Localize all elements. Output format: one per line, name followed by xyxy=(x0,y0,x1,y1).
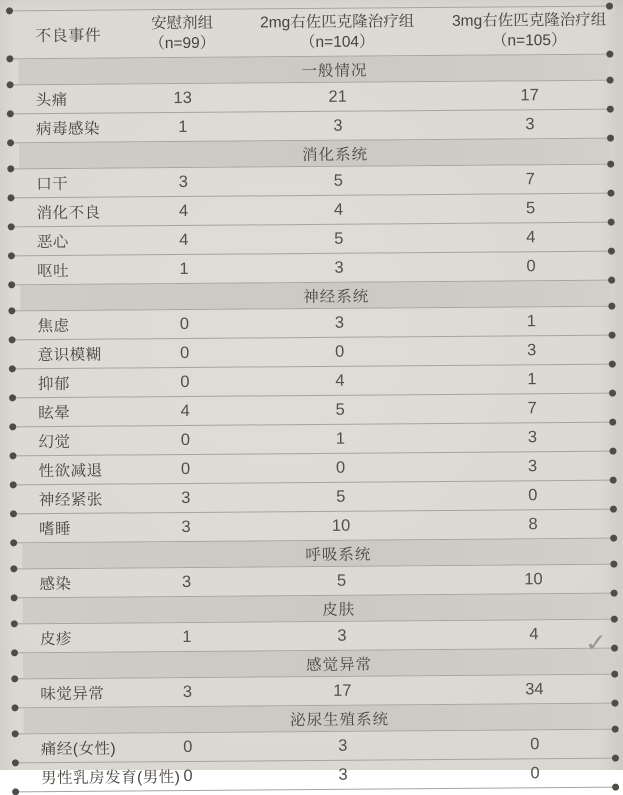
adverse-event-label: 痛经(女性) xyxy=(40,740,117,759)
placebo-value: 0 xyxy=(180,430,191,449)
adverse-event-label: 病毒感染 xyxy=(35,120,101,139)
table-row xyxy=(11,194,609,228)
dose-3mg-value: 3 xyxy=(527,340,537,359)
adverse-event-label: 头痛 xyxy=(35,91,68,110)
dose-3mg-value: 4 xyxy=(526,227,536,246)
dose-2mg-value: 3 xyxy=(337,626,347,645)
section-title-bar xyxy=(22,539,612,569)
table-row xyxy=(12,223,610,257)
dose-2mg-value: 5 xyxy=(333,171,344,190)
placebo-value: 0 xyxy=(183,737,193,756)
dose-2mg-value: 4 xyxy=(335,371,345,390)
table-row xyxy=(11,110,609,144)
adverse-event-label: 神经紧张 xyxy=(38,491,103,510)
adverse-event-label: 嗜睡 xyxy=(39,520,72,539)
adverse-event-label: 眩晕 xyxy=(38,404,71,423)
table-row xyxy=(15,620,613,654)
dose-3mg-value: 1 xyxy=(527,369,537,388)
dose-3mg-value: 0 xyxy=(530,734,540,753)
dose-2mg-value: 3 xyxy=(338,736,348,755)
dose-3mg-value: 7 xyxy=(527,398,537,417)
section-title: 一般情况 xyxy=(301,62,368,80)
dose-2mg-value: 17 xyxy=(333,681,352,700)
table-row xyxy=(13,365,611,399)
section-title-bar xyxy=(23,594,613,624)
dose-3mg-value: 0 xyxy=(530,763,540,782)
table-row xyxy=(16,730,614,764)
dose-2mg-value: 3 xyxy=(333,116,343,135)
dose-2mg-value: 4 xyxy=(333,200,344,219)
pen-mark: ✓ xyxy=(582,628,610,657)
column-header-3mg-line1: 3mg右佐匹克隆治疗组 xyxy=(451,11,607,31)
section-title: 感觉异常 xyxy=(306,656,373,674)
adverse-event-label: 性欲减退 xyxy=(38,462,103,481)
column-header-3mg-line2: （n=105） xyxy=(491,31,567,50)
adverse-event-label: 恶心 xyxy=(36,233,69,252)
adverse-event-label: 消化不良 xyxy=(36,204,101,223)
dose-2mg-value: 3 xyxy=(334,313,345,332)
section-title-bar xyxy=(19,139,609,169)
section-title: 泌尿生殖系统 xyxy=(290,710,390,729)
placebo-value: 1 xyxy=(179,259,189,278)
placebo-value: 3 xyxy=(178,172,189,191)
dose-3mg-value: 17 xyxy=(520,85,539,104)
table-row xyxy=(16,759,614,793)
placebo-value: 3 xyxy=(181,517,191,536)
section-title: 呼吸系统 xyxy=(305,546,372,564)
dose-3mg-value: 8 xyxy=(528,514,538,533)
dose-2mg-value: 5 xyxy=(336,571,347,590)
table-row xyxy=(12,252,610,286)
dose-3mg-value: 3 xyxy=(527,456,538,475)
table-row xyxy=(12,307,610,341)
table-row xyxy=(14,452,612,486)
section-title-bar xyxy=(18,55,608,85)
table-row xyxy=(15,675,613,709)
dose-3mg-value: 0 xyxy=(526,256,536,275)
dose-2mg-value: 3 xyxy=(334,258,344,277)
dose-2mg-value: 21 xyxy=(328,87,347,106)
adverse-event-label: 幻觉 xyxy=(38,433,71,452)
section-title: 皮肤 xyxy=(322,601,356,619)
dose-3mg-value: 3 xyxy=(525,114,535,133)
adverse-event-label: 感染 xyxy=(39,575,72,594)
placebo-value: 0 xyxy=(179,314,190,333)
table-row xyxy=(13,336,611,370)
adverse-events-table xyxy=(10,6,614,793)
placebo-value: 4 xyxy=(180,401,190,420)
adverse-event-label: 口干 xyxy=(36,175,69,194)
dose-3mg-value: 1 xyxy=(526,311,537,330)
dose-3mg-value: 3 xyxy=(527,427,538,446)
placebo-value: 0 xyxy=(180,343,190,362)
table-row xyxy=(11,81,609,115)
dose-3mg-value: 7 xyxy=(525,169,536,188)
placebo-value: 0 xyxy=(183,766,193,785)
table-row xyxy=(13,394,611,428)
table-header-row xyxy=(10,7,608,60)
column-header-adverse-event: 不良事件 xyxy=(35,27,102,46)
dose-2mg-value: 5 xyxy=(336,487,346,506)
dose-2mg-value: 3 xyxy=(338,765,348,784)
placebo-value: 13 xyxy=(173,88,192,107)
column-header-placebo-line2: （n=99） xyxy=(149,34,216,52)
placebo-value: 1 xyxy=(178,117,188,136)
column-header-2mg-group xyxy=(254,12,420,52)
adverse-event-label: 抑郁 xyxy=(37,375,71,394)
dose-2mg-value: 0 xyxy=(335,458,346,477)
adverse-event-label: 味觉异常 xyxy=(40,685,105,704)
placebo-value: 1 xyxy=(182,627,192,646)
placebo-value: 3 xyxy=(181,572,192,591)
section-title-bar xyxy=(23,704,613,734)
adverse-event-label: 意识模糊 xyxy=(37,346,102,365)
column-header-3mg-group xyxy=(420,11,608,51)
dose-2mg-value: 5 xyxy=(334,229,344,248)
placebo-value: 4 xyxy=(178,201,189,220)
section-title-bar xyxy=(20,281,610,311)
dose-2mg-value: 0 xyxy=(335,342,345,361)
section-title: 消化系统 xyxy=(302,146,369,164)
placebo-value: 4 xyxy=(179,230,189,249)
column-header-2mg-line1: 2mg右佐匹克隆治疗组 xyxy=(259,13,415,32)
section-title-bar xyxy=(23,649,613,679)
table-row xyxy=(13,423,611,457)
table-row xyxy=(11,165,609,199)
table-row xyxy=(14,481,612,515)
adverse-event-label: 皮疹 xyxy=(39,630,73,649)
placebo-value: 0 xyxy=(180,372,190,391)
table-row xyxy=(14,565,612,599)
adverse-event-label: 焦虑 xyxy=(37,317,70,336)
adverse-event-label: 呕吐 xyxy=(36,262,70,281)
adverse-event-label: 男性乳房发育(男性) xyxy=(40,769,181,788)
section-title: 神经系统 xyxy=(303,288,370,306)
column-header-placebo-line1: 安慰剂组 xyxy=(151,14,214,33)
dose-2mg-value: 1 xyxy=(335,429,346,448)
placebo-value: 0 xyxy=(180,459,191,478)
dose-3mg-value: 0 xyxy=(528,485,538,504)
dose-3mg-value: 10 xyxy=(524,569,543,588)
dose-3mg-value: 34 xyxy=(525,679,544,698)
dose-3mg-value: 4 xyxy=(529,624,539,643)
table-row xyxy=(14,510,612,544)
column-header-placebo-group xyxy=(110,14,254,54)
dose-3mg-value: 5 xyxy=(525,198,536,217)
placebo-value: 3 xyxy=(182,682,193,701)
dose-2mg-value: 5 xyxy=(335,400,345,419)
column-header-2mg-line2: （n=104） xyxy=(299,32,375,51)
dose-2mg-value: 10 xyxy=(331,516,351,535)
placebo-value: 3 xyxy=(181,488,191,507)
